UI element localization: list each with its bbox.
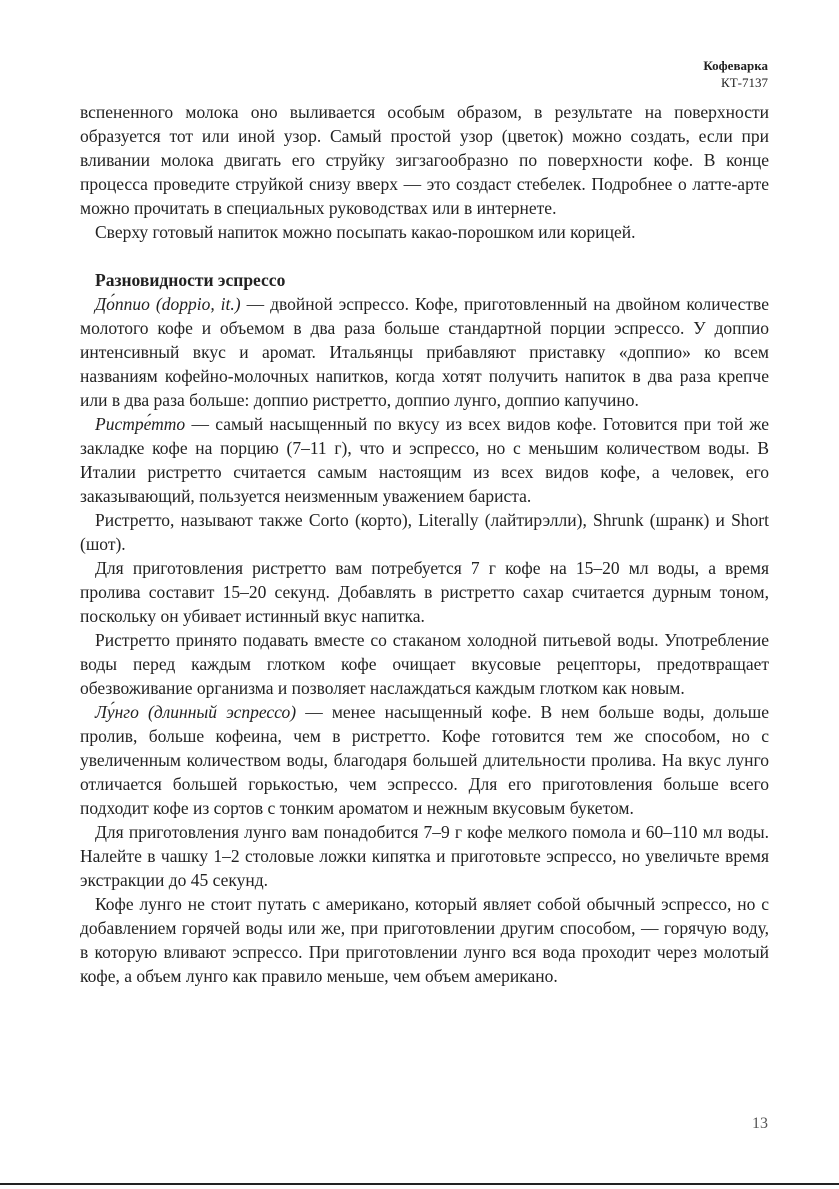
term-doppio: До́ппио (doppio, it.) — [95, 294, 241, 314]
page-header — [703, 57, 768, 91]
paragraph-ristretto-names: Ристретто, называют также Corto (корто), Literally (лайтирэлли), Shrunk (шранк) и Short (шот). — [80, 510, 769, 554]
product-name: Кофеварка — [703, 58, 768, 73]
paragraph-lungo — [80, 700, 769, 820]
term-lungo: Лу́нго (длинный эспрессо) — [95, 702, 297, 722]
term-ristretto: Ристре́тто — [95, 414, 186, 434]
paragraph-doppio — [80, 292, 769, 412]
paragraph-americano: Кофе лунго не стоит путать с американо, который являет собой обычный эспрессо, но с добавлением горячей воды или же, при приготовлении другим способом, — горячую воду, в которую вливают эспрессо. При приготовлении лунго вся вода проходит через молотый кофе, а объем лунго как правило меньше, чем объем американо. — [80, 894, 769, 986]
paragraph-ristretto-water: Ристретто принято подавать вместе со стаканом холодной питьевой воды. Употребление воды перед каждым глотком кофе очищает вкусовые рецепторы, предотвращает обезвоживание организма и позволяет наслаждаться каждым глотком как новым. — [80, 630, 769, 698]
paragraph-lungo-prep: Для приготовления лунго вам понадобится 7–9 г кофе мелкого помола и 60–110 мл воды. Налейте в чашку 1–2 столовые ложки кипятка и приготовьте эспрессо, но увеличьте время экстракции до 45 секунд. — [80, 822, 769, 890]
paragraph-topping: Сверху готовый напиток можно посыпать какао-порошком или корицей. — [95, 222, 636, 242]
paragraph-latte-art: вспененного молока оно выливается особым образом, в результате на поверхности образуется тот или иной узор. Самый простой узор (цветок) можно создать, если при вливании молока двигать его струйку зигзагообразно по поверхности кофе. В конце процесса проведите струйкой снизу вверх — это создаст стебелек. Подробнее о латте-арте можно прочитать в специальных руководствах или в интернете. — [80, 102, 769, 218]
model-number: КТ-7137 — [721, 75, 768, 90]
bottom-divider — [0, 1183, 839, 1185]
ristretto-description: — самый насыщенный по вкусу из всех видов кофе. Готовится при той же закладке кофе на порцию (7–11 г), что и эспрессо, но с меньшим количеством воды. В Италии ристретто считается самым настоящим из всех видов кофе, а человек, его заказывающий, пользуется неизменным уважением бариста. — [80, 414, 769, 506]
section-title: Разновидности эспрессо — [95, 270, 286, 290]
lungo-description: — менее насыщенный кофе. В нем больше воды, дольше пролив, больше кофеина, чем в ристретто. Кофе готовится тем же способом, но с увеличенным количеством воды, благодаря большей длительности пролива. На вкус лунго отличается большей горькостью, чем эспрессо. Для его приготовления больше всего подходит кофе из сортов с тонким ароматом и нежным вкусовым букетом. — [80, 702, 769, 818]
paragraph-ristretto-prep: Для приготовления ристретто вам потребуется 7 г кофе на 15–20 мл воды, а время пролива составит 15–20 секунд. Добавлять в ристретто сахар считается дурным тоном, поскольку он убивает истинный вкус напитка. — [80, 558, 769, 626]
body-text — [80, 100, 769, 988]
page-number: 13 — [752, 1115, 768, 1132]
doppio-description: — двойной эспрессо. Кофе, приготовленный на двойном количестве молотого кофе и объемом в два раза больше стандартной порции эспрессо. У доппио интенсивный вкус и аромат. Итальянцы прибавляют приставку «доппио» ко всем названиям кофейно-молочных напитков, когда хотят получить напиток в два раза крепче или в два раза больше: доппио ристретто, доппио лунго, доппио капучино. — [80, 294, 769, 410]
paragraph-ristretto — [80, 412, 769, 508]
